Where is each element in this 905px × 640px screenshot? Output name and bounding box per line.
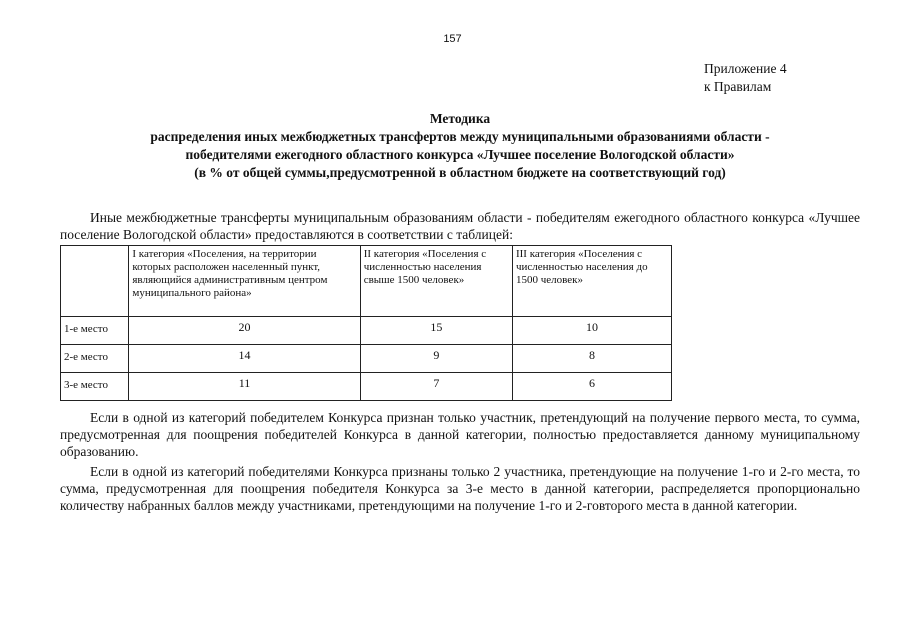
appendix-line-1: Приложение 4 [704, 61, 787, 76]
table-cell: 10 [512, 317, 671, 345]
page-number: 157 [443, 33, 462, 45]
intro-paragraph: Иные межбюджетные трансферты муниципальным образованиям области - победителям ежегодного областного конкурса «Лучшее поселение Вологодской области» предоставляются в соответствии с таблицей: [60, 210, 860, 242]
table-cell: 8 [512, 345, 671, 373]
appendix-label [704, 60, 787, 96]
table-cell: 7 [360, 373, 512, 401]
table-header-category-3: III категория «Поселения с численностью населения до 1500 человек» [512, 246, 671, 317]
table-row-place: 2-е место [61, 345, 129, 373]
table-row [61, 373, 672, 401]
table-header-category-2: II категория «Поселения с численностью населения свыше 1500 человек» [360, 246, 512, 317]
table-row [61, 317, 672, 345]
title-line-4: (в % от общей суммы,предусмотренной в областном бюджете на соответствующий год) [194, 165, 726, 180]
title-line-3: победителями ежегодного областного конкурса «Лучшее поселение Вологодской области» [185, 147, 735, 162]
award-distribution-table [60, 245, 672, 401]
table-cell: 11 [129, 373, 360, 401]
table-cell: 6 [512, 373, 671, 401]
table-header-category-1: I категория «Поселения, на территории которых расположен населенный пункт, являющийся административным центром муниципального района» [129, 246, 360, 317]
title-line-2: распределения иных межбюджетных трансфертов между муниципальными образованиями области - [150, 129, 770, 144]
paragraph-two-winners: Если в одной из категорий победителями Конкурса признаны только 2 участника, претендующие на получение 1-го и 2-го места, то сумма, предусмотренная для поощрения победителя Конкурса за 3-е место в данной категории, распределяется пропорционально количеству набранных баллов между участниками, претендующими на получение 1-го и 2-говторого места в данной категории. [60, 464, 860, 513]
appendix-line-2: к Правилам [704, 79, 772, 94]
table-header-corner [61, 246, 129, 317]
document-title [60, 110, 860, 182]
table-row-place: 1-е место [61, 317, 129, 345]
table-row [61, 345, 672, 373]
table-header-row [61, 246, 672, 317]
table-row-place: 3-е место [61, 373, 129, 401]
table-cell: 9 [360, 345, 512, 373]
paragraph-single-winner: Если в одной из категорий победителем Конкурса признан только участник, претендующий на получение первого места, то сумма, предусмотренная для поощрения победителей Конкурса в данной категории, полностью предоставляется данному муниципальному образованию. [60, 410, 860, 459]
title-line-1: Методика [429, 111, 491, 126]
table-cell: 14 [129, 345, 360, 373]
table-cell: 15 [360, 317, 512, 345]
table-cell: 20 [129, 317, 360, 345]
